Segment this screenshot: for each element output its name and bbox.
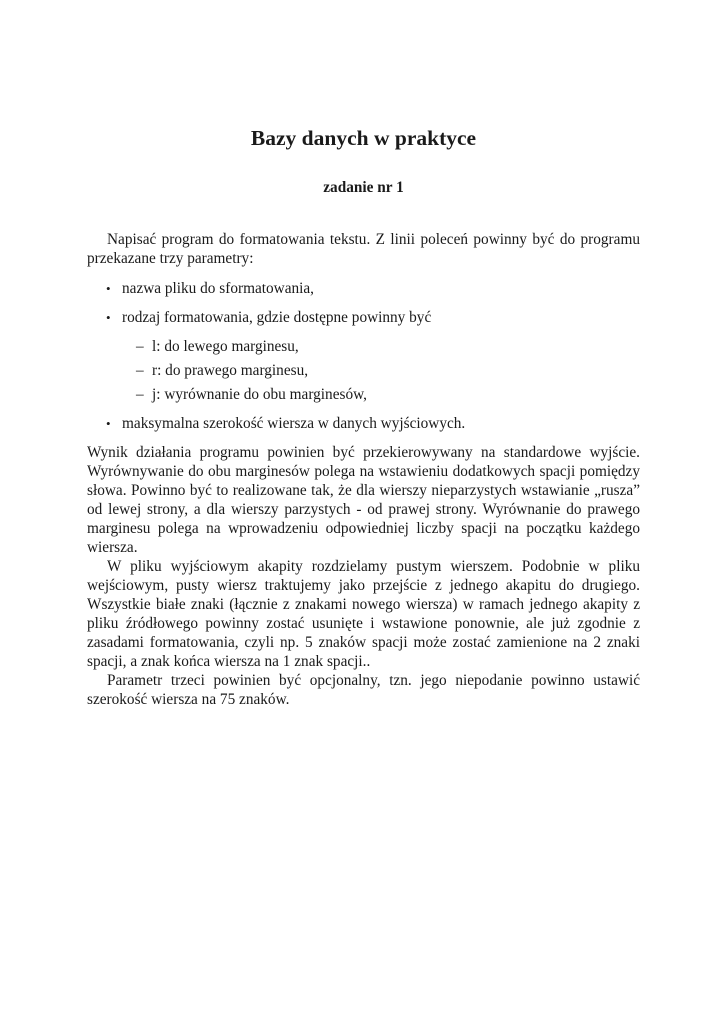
list-item-text: j: wyrównanie do obu marginesów,: [152, 386, 367, 403]
document-page: [87, 0, 640, 1024]
list-item-text: maksymalna szerokość wiersza w danych wyjściowych.: [122, 415, 466, 432]
intro-paragraph: Napisać program do formatowania tekstu. Z linii poleceń powinny być do programu przekazane trzy parametry:: [87, 231, 640, 267]
list-item: [136, 385, 640, 404]
paragraph-optional-param: Parametr trzeci powinien być opcjonalny, tzn. jego niepodanie powinno ustawić szerokość wiersza na 75 znaków.: [87, 672, 640, 708]
list-item: [106, 279, 640, 298]
list-item: [136, 361, 640, 380]
dash-icon: –: [136, 338, 144, 355]
paragraph-output: Wynik działania programu powinien być przekierowywany na standardowe wyjście. Wyrównywanie do obu marginesów polega na wstawieniu dodatkowych spacji pomiędzy słowa. Powinno być to realizowane tak, że dla wierszy nieparzystych wstawianie „rusza” od lewej strony, a dla wierszy parzystych - od prawej strony. Wyrównanie do prawego marginesu polega na wprowadzeniu odpowiedniej liczby spacji na początku każdego wiersza.: [87, 444, 640, 556]
format-option-list: [122, 337, 640, 404]
dash-icon: –: [136, 386, 144, 403]
dash-icon: –: [136, 362, 144, 379]
list-item: [106, 308, 640, 404]
paragraph-whitespace: W pliku wyjściowym akapity rozdzielamy pustym wierszem. Podobnie w pliku wejściowym, pusty wiersz traktujemy jako przejście z jednego akapitu do drugiego. Wszystkie białe znaki (łącznie z znakami nowego wiersza) w ramach jednego akapity z pliku źródłowego powinny zostać usunięte i wstawione ponownie, ale już zgodnie z zasadami formatowania, czyli np. 5 znaków spacji może zostać zamienione na 2 znaki spacji, a znak końca wiersza na 1 znak spacji..: [87, 558, 640, 670]
list-item-text: rodzaj formatowania, gdzie dostępne powinny być: [122, 309, 432, 326]
list-item-text: nazwa pliku do sformatowania,: [122, 280, 315, 297]
document-body: [87, 230, 640, 709]
list-item-text: r: do prawego marginesu,: [152, 362, 309, 379]
bullet-icon: •: [106, 310, 111, 325]
document-subtitle: zadanie nr 1: [323, 179, 404, 196]
parameter-list: [87, 279, 640, 433]
document-title: Bazy danych w praktyce: [250, 126, 477, 150]
list-item: [136, 337, 640, 356]
list-item: [106, 414, 640, 433]
bullet-icon: •: [106, 281, 111, 296]
bullet-icon: •: [106, 416, 111, 431]
list-item-text: l: do lewego marginesu,: [152, 338, 299, 355]
